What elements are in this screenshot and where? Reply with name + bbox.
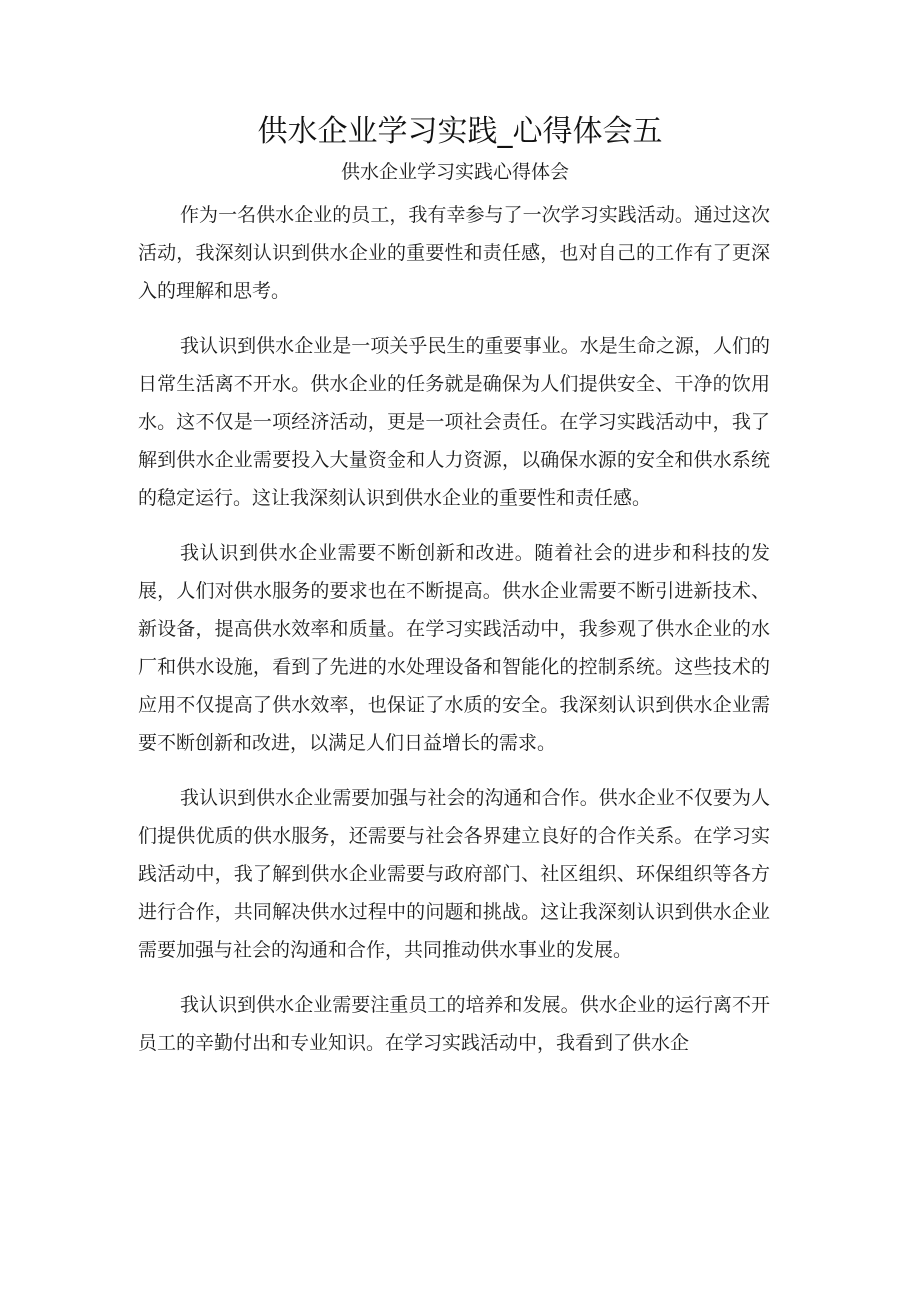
document-body [138,196,770,1079]
paragraph: 我认识到供水企业需要注重员工的培养和发展。供水企业的运行离不开员工的辛勤付出和专业知识。在学习实践活动中，我看到了供水企 [138,994,770,1054]
page-subtitle: 供水企业学习实践心得体会 [340,161,569,183]
paragraph: 我认识到供水企业需要不断创新和改进。随着社会的进步和科技的发展，人们对供水服务的要求也在不断提高。供水企业需要不断引进新技术、新设备，提高供水效率和质量。在学习实践活动中，我参观了供水企业的水厂和供水设施，看到了先进的水处理设备和智能化的控制系统。这些技术的应用不仅提高了供水效率，也保证了水质的安全。我深刻认识到供水企业需要不断创新和改进，以满足人们日益增长的需求。 [138,542,770,754]
paragraph: 作为一名供水企业的员工，我有幸参与了一次学习实践活动。通过这次活动，我深刻认识到供水企业的重要性和责任感，也对自己的工作有了更深入的理解和思考。 [138,204,770,302]
page-title: 供水企业学习实践_心得体会五 [257,114,663,149]
paragraph: 我认识到供水企业需要加强与社会的沟通和合作。供水企业不仅要为人们提供优质的供水服务，还需要与社会各界建立良好的合作关系。在学习实践活动中，我了解到供水企业需要与政府部门、社区组织、环保组织等各方进行合作，共同解决供水过程中的问题和挑战。这让我深刻认识到供水企业需要加强与社会的沟通和合作，共同推动供水事业的发展。 [138,787,770,961]
paragraph: 我认识到供水企业是一项关乎民生的重要事业。水是生命之源，人们的日常生活离不开水。供水企业的任务就是确保为人们提供安全、干净的饮用水。这不仅是一项经济活动，更是一项社会责任。在学习实践活动中，我了解到供水企业需要投入大量资金和人力资源，以确保水源的安全和供水系统的稳定运行。这让我深刻认识到供水企业的重要性和责任感。 [138,335,770,509]
